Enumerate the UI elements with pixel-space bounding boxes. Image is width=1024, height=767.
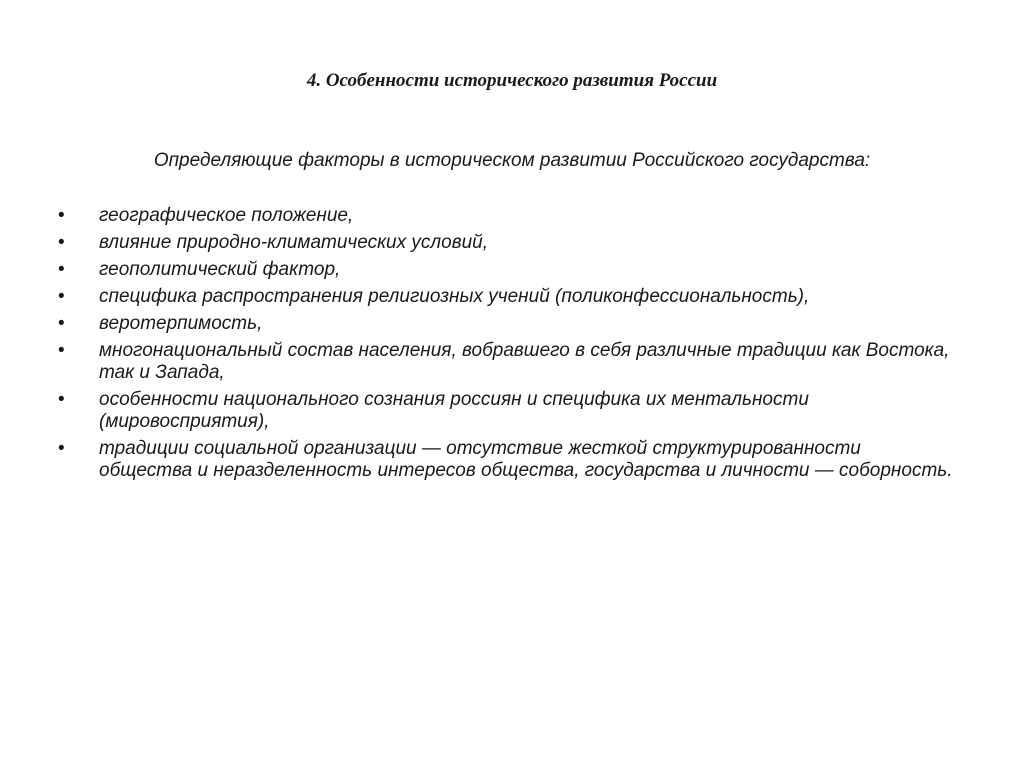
factor-item [58, 232, 958, 254]
factor-item [58, 389, 958, 433]
bullet-icon: • [58, 286, 65, 307]
slide-title: 4. Особенности исторического развития России [306, 70, 718, 91]
bullet-icon: • [58, 438, 65, 459]
factor-item [58, 438, 958, 482]
factor-text: геополитический фактор, [99, 259, 341, 280]
factors-list [58, 205, 958, 487]
factor-item [58, 286, 958, 308]
factor-item [58, 259, 958, 281]
factor-text: влияние природно-климатических условий, [99, 232, 489, 253]
bullet-icon: • [58, 389, 65, 410]
bullet-icon: • [58, 259, 65, 280]
factor-text: веротерпимость, [99, 313, 263, 334]
factor-item [58, 205, 958, 227]
bullet-icon: • [58, 205, 65, 226]
bullet-icon: • [58, 313, 65, 334]
factor-text: многонациональный состав населения, вобравшего в себя различные традиции как Востока, так и Запада, [99, 340, 950, 383]
bullet-icon: • [58, 340, 65, 361]
factor-item [58, 313, 958, 335]
factor-text: специфика распространения религиозных учений (поликонфессиональность), [99, 286, 810, 307]
bullet-icon: • [58, 232, 65, 253]
factor-item [58, 340, 958, 384]
slide-subtitle: Определяющие факторы в историческом развитии Российского государства: [153, 150, 871, 171]
factor-text: географическое положение, [99, 205, 354, 226]
factor-text: особенности национального сознания россиян и специфика их ментальности (мировосприятия), [99, 389, 809, 432]
factor-text: традиции социальной организации — отсутствие жесткой структурированности общества и неразделенность интересов общества, государства и личности — соборность. [99, 438, 953, 481]
